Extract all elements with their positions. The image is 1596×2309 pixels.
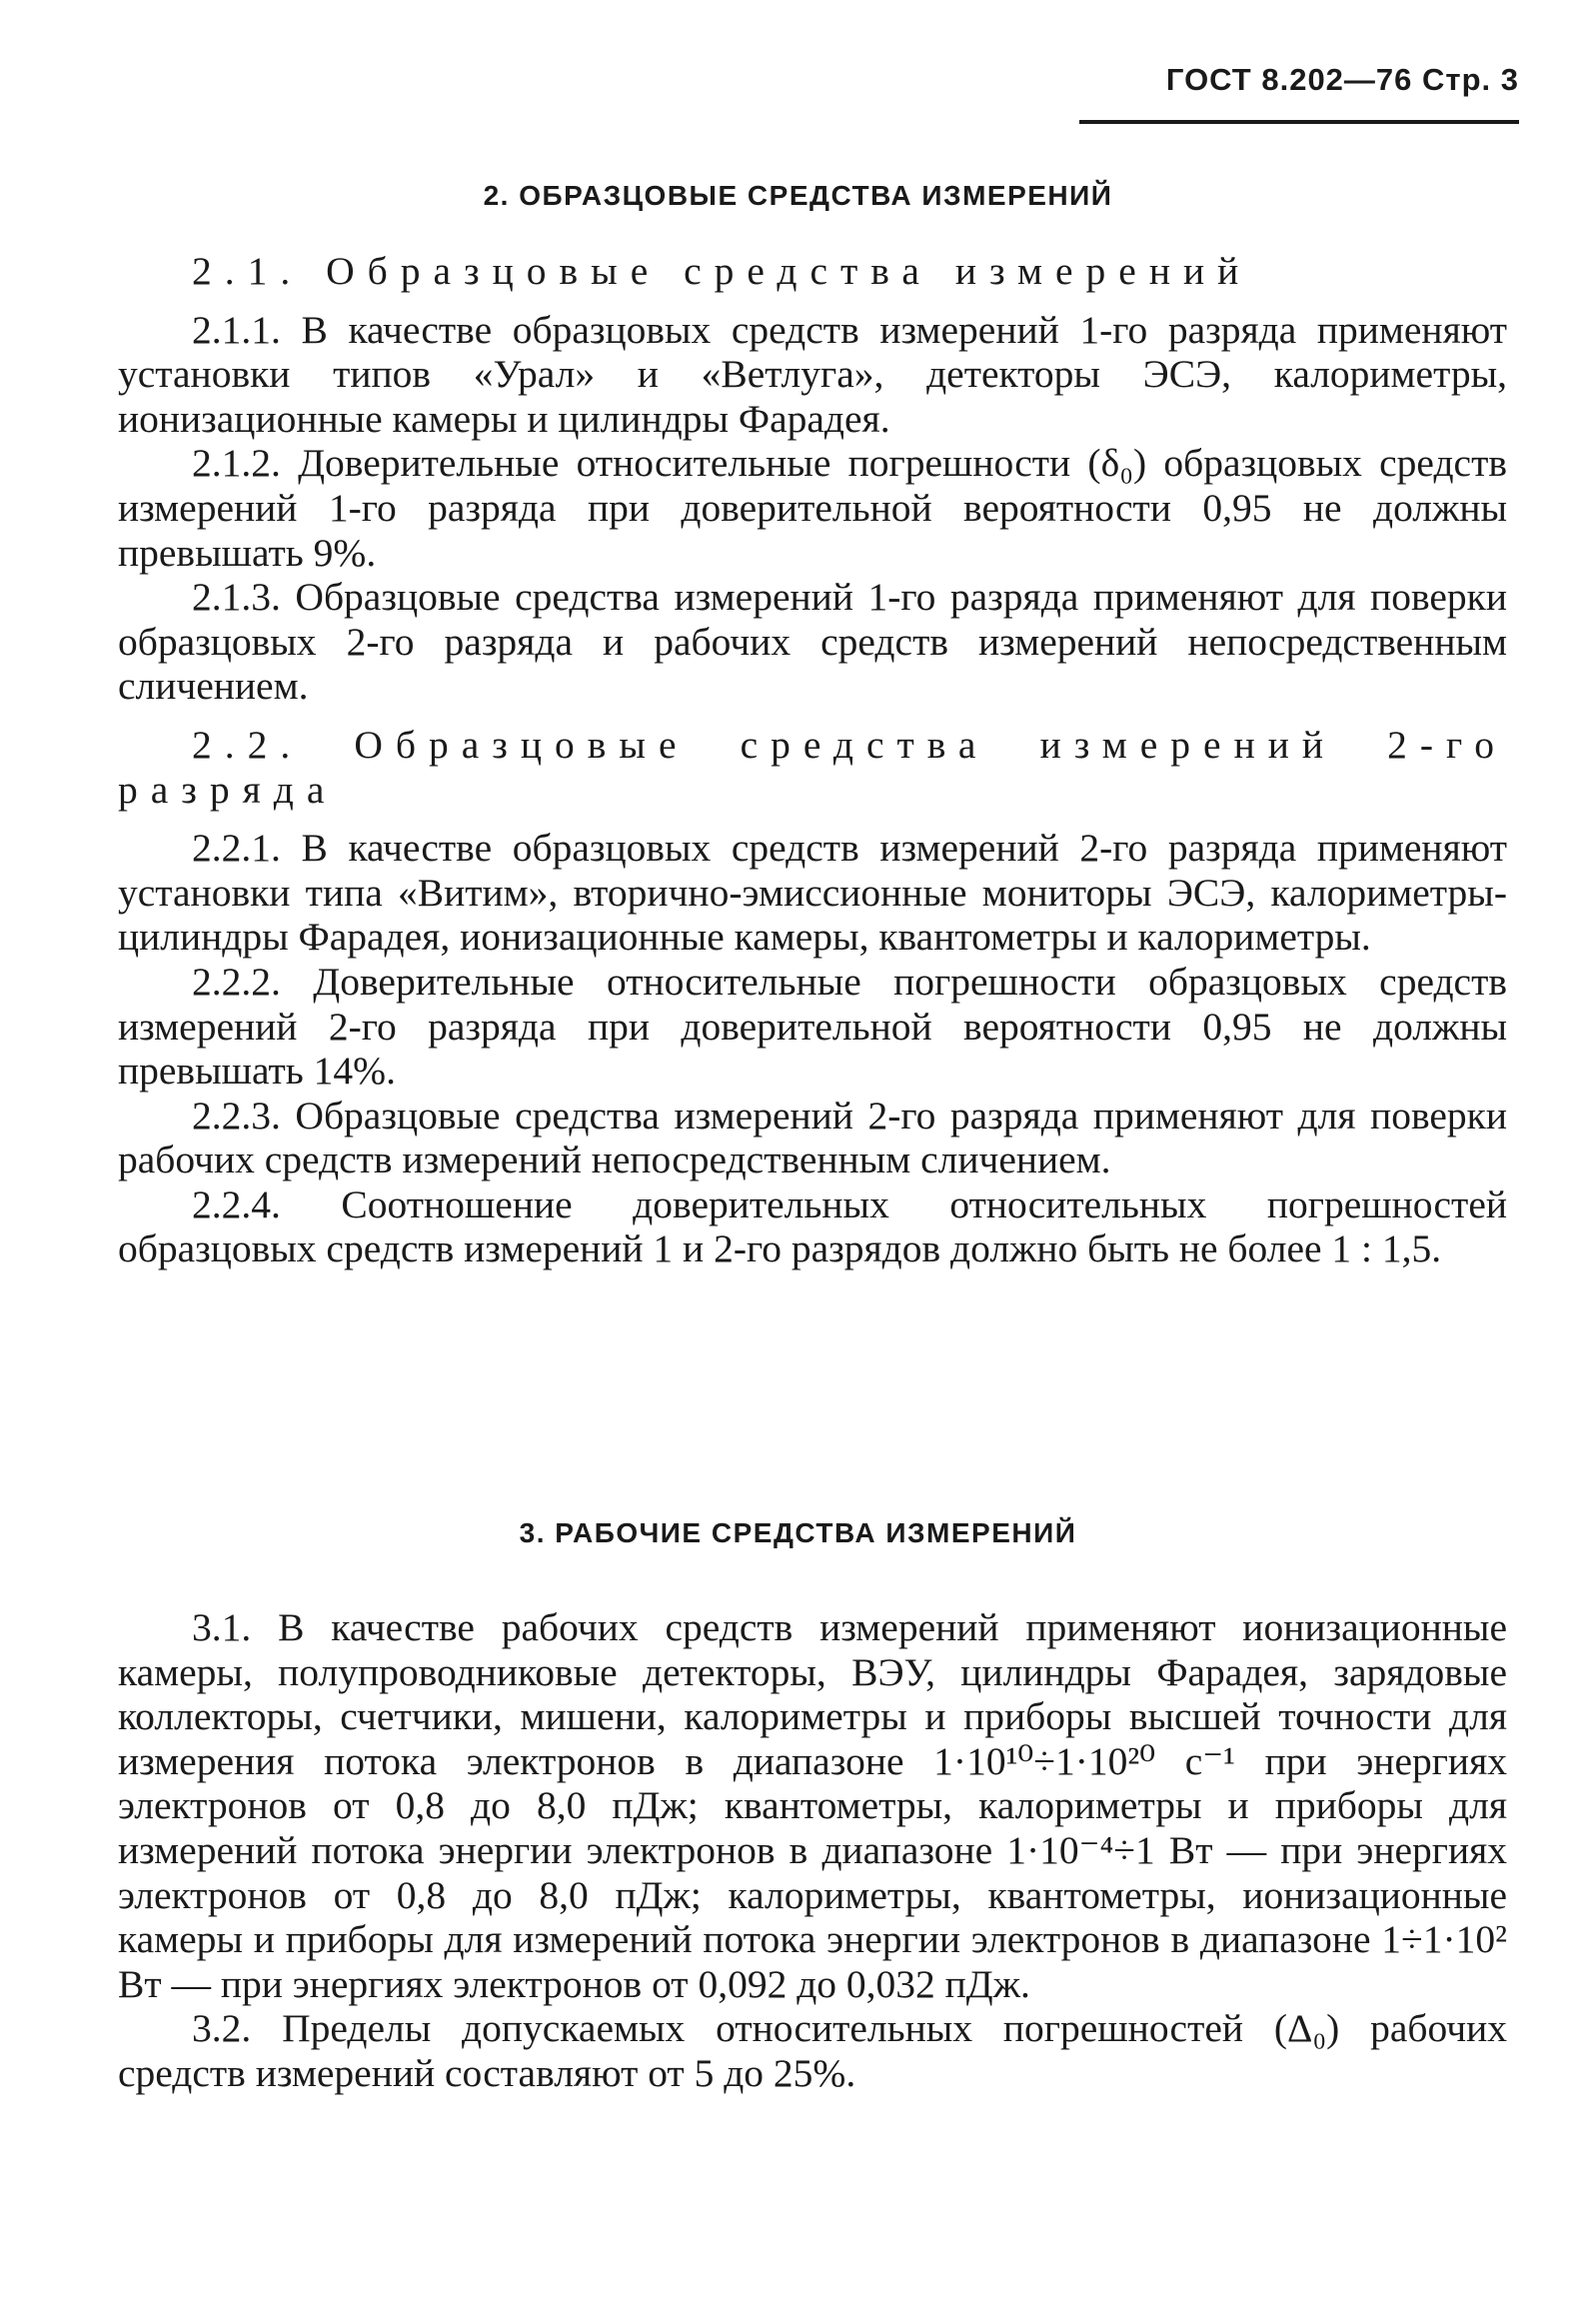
header-rule — [1079, 120, 1519, 124]
paragraph-3-1: 3.1. В качестве рабочих средств измерений применяют ионизационные камеры, полупроводниковые детекторы, ВЭУ, цилиндры Фарадея, зарядовые коллекторы, счетчики, мишени, калориметры и приборы высшей точности для измерения потока электронов в диапазоне 1·10¹⁰÷1·10²⁰ с⁻¹ при энергиях электронов от 0,8 до 8,0 пДж; квантометры, калориметры и приборы для измерений потока энергии электронов в диапазоне 1·10⁻⁴÷1 Вт — при энергиях электронов от 0,8 до 8,0 пДж; калориметры, квантометры, ионизационные камеры и приборы для измерений потока энергии электронов в диапазоне 1÷1·10² Вт — при энергиях электронов от 0,092 до 0,032 пДж. — [118, 1605, 1507, 2006]
section-3-title: 3. РАБОЧИЕ СРЕДСТВА ИЗМЕРЕНИЙ — [519, 1517, 1077, 1548]
section-3-body — [118, 1605, 1507, 2096]
section-2-title: 2. ОБРАЗЦОВЫЕ СРЕДСТВА ИЗМЕРЕНИЙ — [483, 180, 1113, 211]
paragraph-3-2: 3.2. Пределы допускаемых относительных погрешностей (Δ₀) рабочих средств измерений составляют от 5 до 25%. — [118, 2006, 1507, 2095]
paragraph-2-1-3: 2.1.3. Образцовые средства измерений 1-го разряда применяют для поверки образцовых 2-го разряда и рабочих средств измерений непосредственным сличением. — [118, 575, 1507, 709]
paragraph-2-2: 2.2. Образцовые средства измерений 2-го разряда — [118, 722, 1507, 812]
paragraph-2-1-2: 2.1.2. Доверительные относительные погрешности (δ₀) образцовых средств измерений 1-го разряда при доверительной вероятности 0,95 не должны превышать 9%. — [118, 441, 1507, 575]
section-2-body — [118, 249, 1507, 1271]
paragraph-2-2-3: 2.2.3. Образцовые средства измерений 2-го разряда применяют для поверки рабочих средств измерений непосредственным сличением. — [118, 1093, 1507, 1182]
paragraph-2-1: 2.1. Образцовые средства измерений — [192, 249, 1252, 293]
page-header: ГОСТ 8.202—76 Стр. 3 — [1165, 62, 1519, 97]
paragraph-2-1-1: 2.1.1. В качестве образцовых средств измерений 1-го разряда применяют установки типов «Урал» и «Ветлуга», детекторы ЭСЭ, калориметры, ионизационные камеры и цилиндры Фарадея. — [118, 307, 1507, 441]
paragraph-2-2-1: 2.2.1. В качестве образцовых средств измерений 2-го разряда применяют установки типа «Витим», вторично-эмиссионные мониторы ЭСЭ, калориметры-цилиндры Фарадея, ионизационные камеры, квантометры и калориметры. — [118, 826, 1507, 960]
paragraph-2-2-2: 2.2.2. Доверительные относительные погрешности образцовых средств измерений 2-го разряда при доверительной вероятности 0,95 не должны превышать 14%. — [118, 959, 1507, 1094]
paragraph-2-2-4: 2.2.4. Соотношение доверительных относительных погрешностей образцовых средств измерений 1 и 2-го разрядов должно быть не более 1 : 1,5. — [118, 1181, 1507, 1271]
